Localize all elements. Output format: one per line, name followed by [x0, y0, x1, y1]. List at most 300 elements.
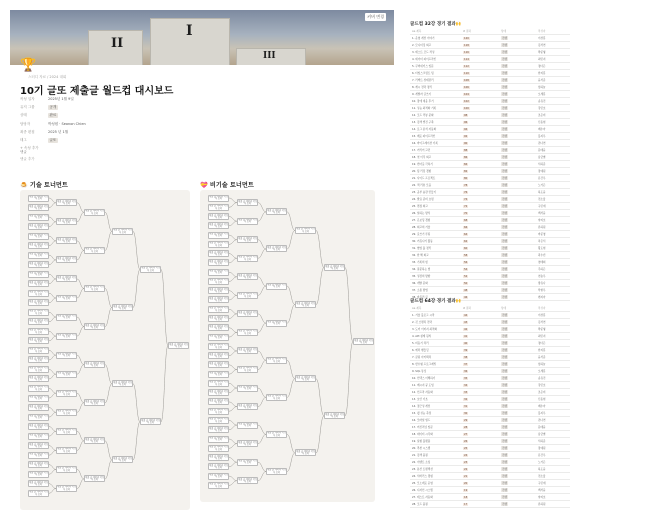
column-header: 상태	[501, 307, 507, 310]
table-cell: 유건우	[538, 454, 546, 457]
bracket-node[interactable]: 제출 글 제목과 작성자 요약	[209, 454, 228, 460]
table-row[interactable]	[410, 480, 570, 487]
bracket-node[interactable]: 제출 글 제목과 작성자 요약	[29, 328, 48, 334]
bracket-node[interactable]: 제출 글 제목과 작성자 요약	[29, 385, 48, 391]
table-row[interactable]	[410, 266, 570, 273]
bracket-node[interactable]: 제출 글 제목과 작성자 요약	[267, 468, 286, 474]
table-cell: 56	[464, 260, 468, 264]
bracket-node[interactable]: 제출 글 제목과 작성자 요약	[296, 449, 315, 456]
table-header-row[interactable]	[410, 28, 570, 35]
bracket-connector	[77, 441, 84, 451]
bracket-node[interactable]: 제출 글 제목과 작성자 요약	[29, 337, 48, 344]
bracket-connector	[49, 260, 56, 265]
bracket-node[interactable]: 제출 글 제목과 작성자 요약	[267, 394, 286, 400]
table-cell: 48	[464, 288, 468, 292]
table-cell: 진행	[502, 454, 508, 457]
table-cell: 8. 함수형 프로그래밍	[412, 363, 437, 366]
table-row[interactable]	[410, 252, 570, 259]
bracket-connector	[287, 230, 295, 249]
bracket-node[interactable]: 제출 글 제목과 작성자 요약	[238, 273, 257, 280]
bracket-node[interactable]: 제출 글 제목과 작성자 요약	[209, 296, 228, 303]
table-cell: 17. 커리어 고민	[412, 149, 431, 152]
table-row[interactable]	[410, 445, 570, 452]
breadcrumb[interactable]: 스터디 자료 / 2024 대회	[28, 75, 67, 79]
bracket-connector	[49, 217, 56, 222]
db32-title[interactable]: 글드컵 32강 경기 결과🙌	[410, 22, 462, 27]
bracket-node[interactable]: 제출 글 제목과 작성자 요약	[209, 324, 228, 331]
table-row[interactable]	[410, 238, 570, 245]
bracket-node[interactable]: 제출 글 제목과 작성자 요약	[29, 252, 48, 258]
bracket-node[interactable]: 제출 글 제목과 작성자 요약	[57, 447, 76, 453]
bracket-connector	[49, 369, 56, 374]
bracket-node[interactable]: 제출 글 제목과 작성자 요약	[267, 320, 286, 326]
bracket-node[interactable]: 제출 글 제목과 작성자 요약	[29, 395, 48, 401]
bracket-node[interactable]: 제출 글 제목과 작성자 요약	[209, 436, 228, 442]
bracket-node[interactable]: 제출 글 제목과 작성자 요약	[57, 485, 76, 491]
bracket-node[interactable]: 제출 글 제목과 작성자 요약	[209, 222, 228, 229]
bracket-node[interactable]: 제출 글 제목과 작성자 요약	[209, 278, 228, 284]
db64-table	[410, 305, 570, 515]
table-row[interactable]	[410, 438, 570, 445]
table-row[interactable]	[410, 368, 570, 375]
bracket-node[interactable]: 제출 글 제목과 작성자 요약	[209, 241, 228, 247]
table-row[interactable]	[410, 466, 570, 473]
bracket-node[interactable]: 제출 글 제목과 작성자 요약	[141, 266, 160, 272]
bracket-connector	[77, 355, 84, 365]
property-row[interactable]	[20, 128, 220, 136]
property-key: 상태	[20, 113, 27, 118]
bracket-node[interactable]: 제출 글 제목과 작성자 요약	[238, 292, 257, 298]
table-cell: 31. 협업 툴 정리	[412, 247, 432, 250]
bracket-node[interactable]: 제출 글 제목과 작성자 요약	[141, 418, 160, 425]
table-cell: 10. 인덱스 이해하기	[412, 377, 436, 380]
column-header: 작성자	[538, 307, 546, 310]
table-row[interactable]	[410, 259, 570, 266]
table-cell: 이상훈	[538, 37, 546, 40]
table-cell: 26. 디자인 시스템	[412, 489, 433, 492]
bracket-node[interactable]: 제출 글 제목과 작성자 요약	[209, 482, 228, 488]
bracket-connector	[229, 240, 237, 245]
bracket-node[interactable]: 제출 글 제목과 작성자 요약	[296, 227, 315, 233]
bracket-node[interactable]: 제출 글 제목과 작성자 요약	[209, 398, 228, 405]
bracket-node[interactable]: 제출 글 제목과 작성자 요약	[354, 338, 373, 344]
bracket-node[interactable]: 제출 글 제목과 작성자 요약	[267, 283, 286, 289]
property-row[interactable]	[20, 120, 220, 128]
bracket-connector	[229, 258, 237, 263]
table-row[interactable]	[410, 168, 570, 175]
bracket-connector	[229, 272, 237, 277]
table-cell: 36	[464, 369, 468, 373]
bracket-node[interactable]: 제출 글 제목과 작성자 요약	[29, 347, 48, 353]
table-row[interactable]	[410, 459, 570, 466]
bracket-node[interactable]: 제출 글 제목과 작성자 요약	[57, 237, 76, 244]
bracket-node[interactable]: 제출 글 제목과 작성자 요약	[209, 473, 228, 479]
table-cell: 100	[464, 106, 469, 110]
bracket-node[interactable]: 제출 글 제목과 작성자 요약	[209, 361, 228, 368]
table-row[interactable]	[410, 210, 570, 217]
bracket-node[interactable]: 제출 글 제목과 작성자 요약	[29, 318, 48, 325]
table-cell: 진행	[502, 328, 508, 331]
property-value: 2025년 1월 9일	[48, 96, 74, 101]
bracket-node[interactable]: 제출 글 제목과 작성자 요약	[57, 466, 76, 472]
table-row[interactable]	[410, 70, 570, 77]
bracket-node[interactable]: 제출 글 제목과 작성자 요약	[238, 366, 257, 372]
bracket-node[interactable]: 제출 글 제목과 작성자 요약	[29, 223, 48, 229]
bracket-node[interactable]: 제출 글 제목과 작성자 요약	[209, 426, 228, 433]
bracket-node[interactable]: 제출 글 제목과 작성자 요약	[325, 264, 344, 270]
table-row[interactable]	[410, 424, 570, 431]
table-cell: 신동현	[538, 398, 546, 401]
add-comment-button[interactable]: 댓글 추가	[20, 157, 35, 161]
table-row[interactable]	[410, 42, 570, 49]
bracket-node[interactable]: 제출 글 제목과 작성자 요약	[57, 428, 76, 434]
bracket-node[interactable]: 제출 글 제목과 작성자 요약	[113, 456, 132, 463]
bracket-node[interactable]: 제출 글 제목과 작성자 요약	[113, 228, 132, 234]
bracket-node[interactable]: 제출 글 제목과 작성자 요약	[113, 304, 132, 310]
table-cell: 진행	[502, 282, 508, 285]
table-row[interactable]	[410, 410, 570, 417]
table-row[interactable]	[410, 105, 570, 112]
table-cell: 진행	[502, 170, 508, 173]
table-row[interactable]	[410, 312, 570, 319]
table-row[interactable]	[410, 84, 570, 91]
bracket-connector	[345, 342, 353, 416]
table-cell: 30	[464, 411, 468, 415]
cover-image	[10, 10, 394, 65]
bracket-node[interactable]: 제출 글 제목과 작성자 요약	[57, 256, 76, 263]
table-cell: 임하늘	[538, 363, 546, 366]
bracket-node[interactable]: 제출 글 제목과 작성자 요약	[238, 459, 257, 465]
table-row[interactable]	[410, 196, 570, 203]
table-row[interactable]	[410, 319, 570, 326]
table-cell: 90	[464, 141, 468, 145]
page-icon[interactable]: 🏆	[20, 58, 37, 73]
bracket-node[interactable]: 제출 글 제목과 작성자 요약	[169, 342, 188, 348]
bracket-node[interactable]: 제출 글 제목과 작성자 요약	[85, 475, 104, 482]
table-row[interactable]	[410, 147, 570, 154]
bracket-node[interactable]: 제출 글 제목과 작성자 요약	[209, 195, 228, 201]
bracket-node[interactable]: 제출 글 제목과 작성자 요약	[29, 471, 48, 477]
bracket-node[interactable]: 제출 글 제목과 작성자 요약	[29, 271, 48, 277]
table-row[interactable]	[410, 487, 570, 494]
bracket-connector	[49, 279, 56, 284]
table-row[interactable]	[410, 35, 570, 42]
table-row[interactable]	[410, 63, 570, 70]
table-row[interactable]	[410, 280, 570, 287]
bracket-node[interactable]: 제출 글 제목과 작성자 요약	[209, 232, 228, 238]
table-row[interactable]	[410, 231, 570, 238]
table-cell: 진행	[502, 391, 508, 394]
bracket-connector	[77, 288, 84, 298]
bracket-node[interactable]: 제출 글 제목과 작성자 요약	[29, 195, 48, 201]
podium-numeral: III	[263, 51, 276, 61]
bracket-node[interactable]: 제출 글 제목과 작성자 요약	[209, 250, 228, 256]
bracket-node[interactable]: 제출 글 제목과 작성자 요약	[85, 209, 104, 215]
table-cell: 양지호	[538, 496, 546, 499]
table-cell: 진행	[502, 363, 508, 366]
bracket-node[interactable]: 제출 글 제목과 작성자 요약	[29, 375, 48, 382]
table-cell: 진행	[502, 370, 508, 373]
table-row[interactable]	[410, 140, 570, 147]
table-row[interactable]	[410, 49, 570, 56]
table-row[interactable]	[410, 91, 570, 98]
bracket-node[interactable]: 제출 글 제목과 작성자 요약	[85, 323, 104, 329]
bracket-node[interactable]: 제출 글 제목과 작성자 요약	[29, 309, 48, 315]
table-row[interactable]	[410, 494, 570, 501]
db64-title[interactable]: 글드컵 64강 경기 결과🙌	[410, 299, 462, 304]
table-row[interactable]	[410, 189, 570, 196]
table-cell: 천승우	[538, 275, 546, 278]
bracket-node[interactable]: 제출 글 제목과 작성자 요약	[209, 269, 228, 275]
table-cell: 30. 커뮤니티 활동	[412, 240, 433, 243]
table-cell: 29	[464, 418, 468, 422]
bracket-node[interactable]: 제출 글 제목과 작성자 요약	[57, 409, 76, 415]
table-cell: 황도현	[538, 247, 546, 250]
bracket-node[interactable]: 제출 글 제목과 작성자 요약	[29, 442, 48, 448]
bracket-node[interactable]: 제출 글 제목과 작성자 요약	[238, 422, 257, 428]
table-cell: 27	[464, 432, 468, 436]
bracket-node[interactable]: 제출 글 제목과 작성자 요약	[57, 371, 76, 377]
property-row[interactable]	[20, 112, 220, 120]
bracket-node[interactable]: 제출 글 제목과 작성자 요약	[29, 461, 48, 467]
table-row[interactable]	[410, 287, 570, 294]
add-property-button[interactable]	[20, 145, 220, 153]
bracket-connector	[287, 286, 295, 305]
bracket-connector	[258, 462, 266, 471]
bracket-node[interactable]: 제출 글 제목과 작성자 요약	[209, 380, 228, 386]
bracket-node[interactable]: 제출 글 제목과 작성자 요약	[29, 433, 48, 439]
table-row[interactable]	[410, 361, 570, 368]
table-row[interactable]	[410, 326, 570, 333]
table-row[interactable]	[410, 417, 570, 424]
property-row[interactable]	[20, 136, 220, 144]
table-row[interactable]	[410, 340, 570, 347]
bracket-connector	[105, 460, 112, 479]
table-cell: 84	[464, 162, 468, 166]
table-row[interactable]	[410, 396, 570, 403]
bracket-node[interactable]: 제출 글 제목과 작성자 요약	[85, 437, 104, 444]
table-cell: 전소율	[538, 198, 546, 201]
table-cell: 진행	[502, 44, 508, 47]
bracket-node[interactable]: 제출 글 제목과 작성자 요약	[209, 408, 228, 414]
bracket-node[interactable]: 제출 글 제목과 작성자 요약	[85, 247, 104, 253]
table-row[interactable]	[410, 245, 570, 252]
table-row[interactable]	[410, 347, 570, 354]
table-cell: 15. 배포 파이프라인	[412, 135, 436, 138]
bracket-node[interactable]: 제출 글 제목과 작성자 요약	[29, 233, 48, 239]
table-row[interactable]	[410, 56, 570, 63]
change-cover-button[interactable]: 커버 변경	[367, 14, 384, 19]
table-row[interactable]	[410, 203, 570, 210]
table-row[interactable]	[410, 154, 570, 161]
bracket-node[interactable]: 제출 글 제목과 작성자 요약	[267, 357, 286, 363]
bracket-connector	[287, 305, 295, 324]
table-cell: 41	[464, 334, 468, 338]
bracket-node[interactable]: 제출 글 제목과 작성자 요약	[85, 399, 104, 406]
bracket-node[interactable]: 제출 글 제목과 작성자 요약	[325, 412, 344, 419]
bracket-node[interactable]: 제출 글 제목과 작성자 요약	[57, 314, 76, 320]
table-row[interactable]	[410, 354, 570, 361]
table-cell: 2. 모니터링 회고	[412, 44, 432, 47]
bracket-node[interactable]: 제출 글 제목과 작성자 요약	[29, 214, 48, 220]
bracket-node[interactable]: 제출 글 제목과 작성자 요약	[267, 245, 286, 252]
bracket-node[interactable]: 제출 글 제목과 작성자 요약	[29, 452, 48, 458]
bracket-node[interactable]: 제출 글 제목과 작성자 요약	[29, 242, 48, 248]
bracket-node[interactable]: 제출 글 제목과 작성자 요약	[209, 352, 228, 358]
bracket-node[interactable]: 제출 글 제목과 작성자 요약	[209, 213, 228, 219]
bracket-node[interactable]: 제출 글 제목과 작성자 요약	[209, 463, 228, 470]
bracket-node[interactable]: 제출 글 제목과 작성자 요약	[209, 315, 228, 321]
bracket-node[interactable]: 제출 글 제목과 작성자 요약	[209, 371, 228, 377]
table-cell: 진행	[502, 37, 508, 40]
bracket-connector	[49, 317, 56, 322]
bracket-node[interactable]: 제출 글 제목과 작성자 요약	[29, 366, 48, 372]
table-row[interactable]	[410, 273, 570, 280]
table-row[interactable]	[410, 98, 570, 105]
table-cell: 하도윤	[538, 468, 546, 471]
table-row[interactable]	[410, 217, 570, 224]
table-row[interactable]	[410, 389, 570, 396]
table-cell: 송유진	[538, 377, 546, 380]
table-cell: 진행	[502, 496, 508, 499]
table-cell: 14. 로그 분석 자동화	[412, 128, 437, 131]
bracket-node[interactable]: 제출 글 제목과 작성자 요약	[85, 361, 104, 367]
bracket-connector	[229, 314, 237, 319]
bracket-node[interactable]: 제출 글 제목과 작성자 요약	[29, 356, 48, 363]
bracket-connector	[229, 346, 237, 351]
bracket-connector	[229, 407, 237, 412]
table-row[interactable]	[410, 126, 570, 133]
table-header-row[interactable]	[410, 305, 570, 312]
bracket-connector	[133, 384, 140, 422]
table-cell: 한지훈	[538, 349, 546, 352]
bracket-node[interactable]: 제출 글 제목과 작성자 요약	[296, 375, 315, 382]
table-row[interactable]	[410, 473, 570, 480]
bracket-connector	[258, 249, 266, 258]
table-cell: 진행	[502, 233, 508, 236]
bracket-node[interactable]: 제출 글 제목과 작성자 요약	[209, 389, 228, 395]
table-cell: 이상훈	[538, 314, 546, 317]
bracket-connector	[258, 212, 266, 221]
table-row[interactable]	[410, 224, 570, 231]
table-cell: 12. 코드 리뷰 문화	[412, 114, 434, 117]
table-cell: 82	[464, 169, 468, 173]
bracket-node[interactable]: 제출 글 제목과 작성자 요약	[209, 334, 228, 340]
table-cell: 78	[464, 183, 468, 187]
bracket-node[interactable]: 제출 글 제목과 작성자 요약	[267, 431, 286, 437]
table-row[interactable]	[410, 161, 570, 168]
bracket-node[interactable]: 제출 글 제목과 작성자 요약	[57, 333, 76, 339]
bracket-node[interactable]: 제출 글 제목과 작성자 요약	[29, 480, 48, 486]
bracket-node[interactable]: 제출 글 제목과 작성자 요약	[209, 259, 228, 266]
table-cell: 92	[464, 134, 468, 138]
bracket-node[interactable]: 제출 글 제목과 작성자 요약	[29, 280, 48, 286]
bracket-node[interactable]: 제출 글 제목과 작성자 요약	[238, 255, 257, 261]
property-row[interactable]	[20, 95, 220, 103]
bracket-node[interactable]: 제출 글 제목과 작성자 요약	[57, 352, 76, 358]
bracket-node[interactable]: 제출 글 제목과 작성자 요약	[29, 261, 48, 267]
table-cell: 양지호	[538, 219, 546, 222]
bracket-node[interactable]: 제출 글 제목과 작성자 요약	[209, 287, 228, 293]
bracket-node[interactable]: 제출 글 제목과 작성자 요약	[57, 295, 76, 301]
table-row[interactable]	[410, 182, 570, 189]
table-cell: 구민재	[538, 482, 546, 485]
bracket-node[interactable]: 제출 글 제목과 작성자 요약	[57, 199, 76, 206]
bracket-node[interactable]: 제출 글 제목과 작성자 요약	[209, 417, 228, 423]
bracket-node[interactable]: 제출 글 제목과 작성자 요약	[238, 477, 257, 484]
bracket-node[interactable]: 제출 글 제목과 작성자 요약	[57, 275, 76, 282]
bracket-node[interactable]: 제출 글 제목과 작성자 요약	[238, 310, 257, 317]
table-cell: 진행	[502, 489, 508, 492]
table-row[interactable]	[410, 119, 570, 126]
table-row[interactable]	[410, 112, 570, 119]
table-cell: 18. 첫 이직 회고	[412, 156, 432, 159]
bracket-node[interactable]: 제출 글 제목과 작성자 요약	[29, 299, 48, 306]
table-cell: 32	[464, 397, 468, 401]
table-row[interactable]	[410, 452, 570, 459]
bracket-connector	[49, 408, 56, 413]
table-row[interactable]	[410, 403, 570, 410]
bracket-node[interactable]: 제출 글 제목과 작성자 요약	[57, 390, 76, 396]
bracket-connector	[49, 469, 56, 474]
table-row[interactable]	[410, 133, 570, 140]
bracket-node[interactable]: 제출 글 제목과 작성자 요약	[209, 445, 228, 451]
bracket-node[interactable]: 제출 글 제목과 작성자 요약	[29, 490, 48, 496]
bracket-node[interactable]: 제출 글 제목과 작성자 요약	[113, 380, 132, 386]
table-row[interactable]	[410, 382, 570, 389]
bracket-node[interactable]: 제출 글 제목과 작성자 요약	[238, 236, 257, 242]
table-row[interactable]	[410, 175, 570, 182]
table-row[interactable]	[410, 333, 570, 340]
bracket-node[interactable]: 제출 글 제목과 작성자 요약	[29, 290, 48, 296]
table-cell: 1. 기술 블로그 시작	[412, 314, 435, 317]
bracket-node[interactable]: 제출 글 제목과 작성자 요약	[29, 204, 48, 210]
bracket-node[interactable]: 제출 글 제목과 작성자 요약	[209, 343, 228, 349]
table-cell: 진행	[502, 321, 508, 324]
table-row[interactable]	[410, 375, 570, 382]
table-row[interactable]	[410, 431, 570, 438]
bracket-node[interactable]: 제출 글 제목과 작성자 요약	[209, 306, 228, 312]
table-cell: 송유진	[538, 100, 546, 103]
bracket-node[interactable]: 제출 글 제목과 작성자 요약	[238, 403, 257, 409]
bracket-node[interactable]: 제출 글 제목과 작성자 요약	[209, 204, 228, 210]
table-cell: 최민지	[538, 335, 546, 338]
bracket-node[interactable]: 제출 글 제목과 작성자 요약	[29, 423, 48, 429]
bracket-node[interactable]: 제출 글 제목과 작성자 요약	[296, 301, 315, 307]
table-row[interactable]	[410, 77, 570, 84]
bracket-node[interactable]: 제출 글 제목과 작성자 요약	[29, 404, 48, 410]
bracket-node[interactable]: 제출 글 제목과 작성자 요약	[29, 414, 48, 420]
bracket-node[interactable]: 제출 글 제목과 작성자 요약	[85, 285, 104, 291]
table-cell: 진행	[502, 254, 508, 257]
table-cell: 22. 책 리뷰 모음	[412, 184, 432, 187]
bracket-node[interactable]: 제출 글 제목과 작성자 요약	[238, 329, 257, 335]
page-title[interactable]: 10기 글또 제출글 월드컵 대시보드	[20, 86, 174, 97]
bracket-node[interactable]: 제출 글 제목과 작성자 요약	[238, 199, 257, 205]
property-row[interactable]	[20, 103, 220, 111]
bracket-node[interactable]: 제출 글 제목과 작성자 요약	[238, 218, 257, 224]
bracket-connector	[258, 434, 266, 443]
bracket-node[interactable]: 제출 글 제목과 작성자 요약	[238, 385, 257, 391]
bracket-node[interactable]: 제출 글 제목과 작성자 요약	[238, 347, 257, 354]
bracket-node[interactable]: 제출 글 제목과 작성자 요약	[267, 208, 286, 215]
bracket-node[interactable]: 제출 글 제목과 작성자 요약	[57, 218, 76, 225]
table-cell: 16. 마이그레이션 기록	[412, 142, 438, 145]
table-row[interactable]	[410, 501, 570, 508]
table-cell: 12. 인프라 자동화	[412, 391, 433, 394]
bracket-node[interactable]: 제출 글 제목과 작성자 요약	[238, 440, 257, 446]
table-cell: 진행	[502, 240, 508, 243]
